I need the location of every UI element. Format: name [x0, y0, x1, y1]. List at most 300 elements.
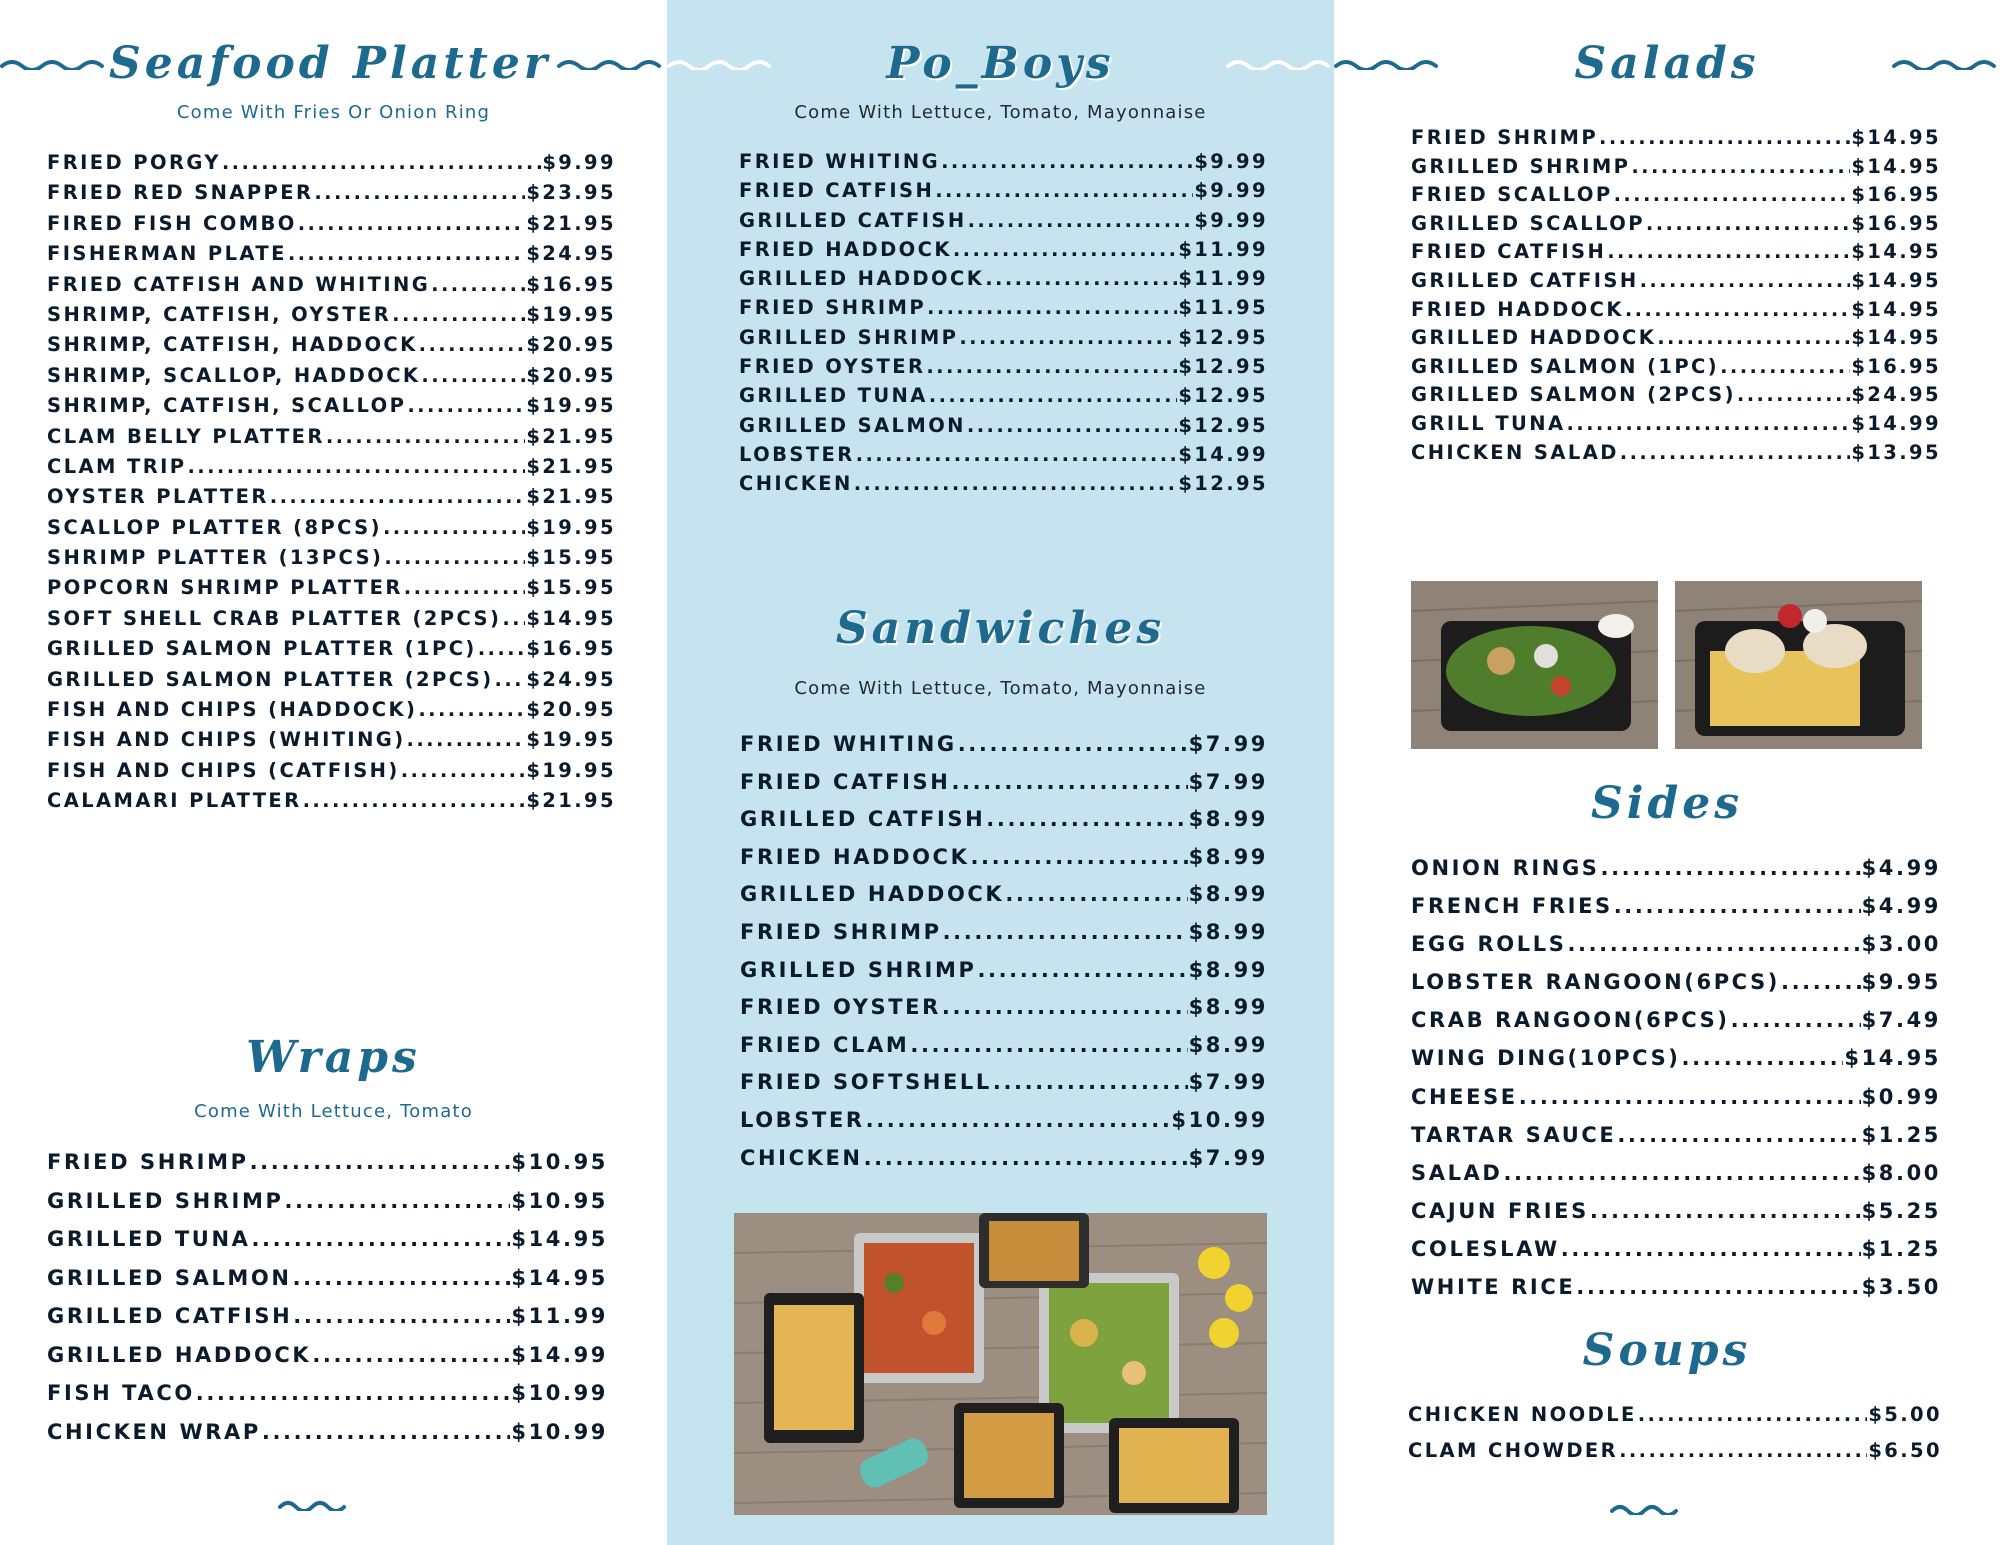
menu-item-name: CHICKEN — [740, 1145, 863, 1170]
wraps-photo — [1675, 581, 1922, 749]
menu-item-price: $12.95 — [1178, 384, 1268, 408]
wraps-list — [47, 1150, 608, 1458]
menu-item-name: SHRIMP PLATTER (13PCS) — [47, 546, 384, 570]
menu-item-price: $12.95 — [1178, 413, 1268, 437]
dot-leader — [1737, 383, 1850, 406]
menu-item-name: GRILL TUNA — [1411, 411, 1566, 435]
menu-item-price: $10.99 — [511, 1381, 608, 1405]
dot-leader — [1590, 1199, 1861, 1223]
menu-item-name: TARTAR SAUCE — [1411, 1122, 1617, 1147]
menu-item — [1411, 355, 1941, 384]
soups-title: Soups — [1582, 1325, 1752, 1376]
menu-item-price: $14.95 — [526, 606, 616, 630]
menu-item-name: CLAM CHOWDER — [1408, 1439, 1619, 1462]
menu-item — [47, 789, 616, 819]
dot-leader — [1005, 882, 1187, 906]
dot-leader — [407, 728, 526, 751]
dot-leader — [1567, 932, 1860, 956]
menu-item-price: $13.95 — [1851, 440, 1941, 464]
dot-leader — [986, 807, 1187, 831]
menu-item — [47, 1381, 608, 1420]
menu-item — [1411, 1199, 1941, 1237]
menu-item-price: $14.95 — [1851, 126, 1941, 149]
menu-item — [1411, 383, 1941, 412]
dot-leader — [1503, 1161, 1860, 1185]
dot-leader — [1720, 355, 1850, 378]
menu-item-price: $15.95 — [526, 576, 616, 600]
dot-leader — [854, 472, 1178, 495]
menu-item-name: FRIED SCALLOP — [1411, 183, 1613, 207]
menu-item — [1411, 1123, 1941, 1161]
menu-item-price: $4.99 — [1861, 856, 1941, 880]
menu-item — [47, 333, 616, 363]
menu-item-price: $9.99 — [542, 151, 616, 174]
menu-item — [739, 150, 1268, 179]
menu-item-price: $21.95 — [526, 789, 616, 813]
sandwiches-title: Sandwiches — [835, 603, 1166, 654]
menu-item-price: $7.99 — [1188, 1070, 1268, 1095]
menu-item — [1411, 212, 1941, 241]
po-boys-subtitle: Come With Lettuce, Tomato, Mayonnaise — [794, 102, 1207, 123]
menu-item — [739, 238, 1268, 267]
po-boys-title: Po_Boys — [886, 38, 1115, 89]
menu-item — [47, 576, 616, 606]
menu-item-name: GRILLED HADDOCK — [1411, 326, 1657, 350]
dot-leader — [993, 1070, 1188, 1094]
menu-item — [1411, 155, 1941, 184]
menu-item-name: FRIED OYSTER — [740, 995, 941, 1020]
dot-leader — [326, 425, 526, 448]
menu-item-price: $20.95 — [526, 698, 616, 722]
menu-item-name: SHRIMP, CATFISH, SCALLOP — [47, 394, 407, 418]
menu-item-price: $5.25 — [1861, 1198, 1941, 1223]
menu-item-price: $6.50 — [1868, 1439, 1942, 1462]
menu-item — [1411, 856, 1941, 894]
dot-leader — [495, 668, 526, 691]
menu-item-price: $14.99 — [1178, 442, 1268, 466]
left-panel — [0, 0, 667, 1545]
menu-item-price: $16.95 — [1851, 183, 1941, 207]
menu-item-price: $8.99 — [1188, 957, 1268, 982]
menu-item-price: $23.95 — [526, 181, 616, 205]
po-boys-list — [739, 150, 1268, 502]
menu-item-price: $8.99 — [1188, 995, 1268, 1020]
dot-leader — [314, 181, 525, 204]
dot-leader — [1576, 1275, 1860, 1299]
menu-item-name: GRILLED CATFISH — [1411, 268, 1639, 292]
menu-item-price: $10.99 — [1171, 1107, 1268, 1132]
sides-list — [1411, 856, 1941, 1313]
menu-item-price: $10.95 — [511, 1188, 608, 1213]
dot-leader — [1657, 326, 1850, 349]
dot-leader — [418, 698, 525, 721]
menu-item — [47, 1227, 608, 1266]
menu-item-name: FRIED SHRIMP — [47, 1150, 249, 1174]
dot-leader — [970, 845, 1187, 869]
menu-item — [47, 212, 616, 242]
menu-item-name: LOBSTER — [739, 442, 855, 466]
wraps-title: Wraps — [246, 1032, 421, 1083]
menu-item-price: $9.99 — [1194, 150, 1268, 173]
dot-leader — [431, 273, 525, 296]
menu-item — [47, 637, 616, 667]
menu-item-name: FISHERMAN PLATE — [47, 242, 287, 266]
menu-item-name: CHICKEN NOODLE — [1408, 1403, 1637, 1426]
soups-list — [1408, 1403, 1942, 1475]
menu-item-price: $8.00 — [1861, 1160, 1941, 1185]
menu-item — [1411, 1046, 1941, 1084]
dot-leader — [407, 394, 525, 417]
menu-item-name: SHRIMP, CATFISH, HADDOCK — [47, 333, 418, 357]
dot-leader — [196, 1381, 511, 1405]
dot-leader — [404, 576, 526, 599]
dot-leader — [270, 485, 526, 508]
menu-item — [47, 759, 616, 789]
menu-item-price: $14.95 — [511, 1227, 608, 1251]
menu-item-price: $12.95 — [1178, 472, 1268, 496]
menu-item — [47, 516, 616, 546]
menu-item-name: GRILLED SALMON PLATTER (1PC) — [47, 637, 477, 661]
menu-item-name: EGG ROLLS — [1411, 932, 1567, 957]
menu-item — [47, 181, 616, 211]
menu-item-price: $24.95 — [526, 667, 616, 691]
dot-leader — [943, 920, 1188, 944]
salads-title: Salads — [1574, 38, 1760, 89]
menu-item — [740, 1108, 1268, 1146]
dot-leader — [968, 209, 1194, 232]
dot-leader — [977, 958, 1187, 982]
wave-divider-icon — [1226, 56, 1334, 70]
menu-item-name: WING DING(10PCS) — [1411, 1046, 1681, 1071]
menu-item — [1411, 183, 1941, 212]
dot-leader — [250, 1150, 511, 1174]
menu-item — [1411, 932, 1941, 970]
menu-item-name: GRILLED TUNA — [47, 1227, 251, 1251]
salads-list — [1411, 126, 1941, 469]
menu-item — [740, 1033, 1268, 1071]
menu-item-price: $19.95 — [526, 728, 616, 752]
wave-divider-icon — [667, 56, 775, 70]
dot-leader — [384, 546, 525, 569]
sandwiches-subtitle: Come With Lettuce, Tomato, Mayonnaise — [794, 678, 1207, 699]
menu-item-name: SHRIMP, CATFISH, OYSTER — [47, 302, 392, 326]
menu-item — [740, 807, 1268, 845]
dot-leader — [941, 150, 1193, 173]
menu-item-name: CLAM TRIP — [47, 454, 187, 478]
menu-item — [740, 845, 1268, 883]
dot-leader — [1620, 441, 1851, 464]
menu-item-price: $5.00 — [1868, 1403, 1942, 1426]
menu-item-name: OYSTER PLATTER — [47, 485, 269, 509]
menu-item — [740, 995, 1268, 1033]
dot-leader — [312, 1343, 510, 1367]
menu-item-name: FRIED SHRIMP — [739, 296, 927, 320]
menu-item — [47, 242, 616, 272]
dot-leader — [293, 1304, 510, 1328]
menu-item-price: $19.95 — [526, 394, 616, 418]
menu-item — [739, 472, 1268, 501]
menu-item — [1408, 1439, 1942, 1475]
menu-item-price: $14.95 — [1851, 240, 1941, 264]
dot-leader — [1638, 1403, 1868, 1426]
menu-item-name: GRILLED HADDOCK — [47, 1342, 312, 1367]
menu-item-name: SOFT SHELL CRAB PLATTER (2PCS) — [47, 606, 502, 630]
menu-item-name: FRIED CATFISH — [1411, 240, 1607, 264]
menu-item — [47, 1304, 608, 1343]
menu-item — [1411, 1161, 1941, 1199]
menu-item-name: CHICKEN WRAP — [47, 1419, 261, 1444]
menu-item-price: $14.95 — [1851, 268, 1941, 292]
menu-item-price: $19.95 — [526, 302, 616, 326]
sandwiches-list — [740, 732, 1268, 1183]
dot-leader — [1617, 1123, 1860, 1147]
menu-item — [47, 728, 616, 758]
wraps-subtitle: Come With Lettuce, Tomato — [194, 1101, 473, 1122]
menu-item — [1411, 1275, 1941, 1313]
menu-item — [1411, 298, 1941, 327]
menu-item — [1411, 441, 1941, 470]
menu-item-price: $8.99 — [1188, 807, 1268, 832]
menu-item-price: $16.95 — [1851, 211, 1941, 235]
menu-item-name: LOBSTER RANGOON(6PCS) — [1411, 970, 1781, 995]
dot-leader — [864, 1146, 1188, 1170]
menu-item — [47, 1420, 608, 1459]
menu-item-price: $11.99 — [1178, 237, 1268, 261]
dot-leader — [502, 607, 525, 630]
menu-item — [47, 425, 616, 455]
menu-item — [47, 1150, 608, 1189]
menu-item — [47, 698, 616, 728]
menu-item-price: $3.50 — [1861, 1275, 1941, 1300]
menu-item-name: FRENCH FRIES — [1411, 894, 1613, 919]
menu-item-name: GRILLED SALMON — [739, 413, 966, 437]
dot-leader — [967, 414, 1177, 437]
menu-item-price: $14.95 — [1851, 326, 1941, 350]
dot-leader — [1646, 212, 1850, 235]
menu-item-name: FRIED WHITING — [739, 150, 941, 173]
menu-item — [739, 326, 1268, 355]
menu-item-name: FISH AND CHIPS (WHITING) — [47, 728, 406, 752]
menu-item-name: FRIED CATFISH — [739, 179, 935, 203]
menu-item — [47, 151, 616, 181]
menu-item-name: FIRED FISH COMBO — [47, 211, 297, 235]
dot-leader — [188, 455, 526, 478]
menu-item-price: $7.49 — [1861, 1008, 1941, 1033]
dot-leader — [1731, 1008, 1861, 1032]
dot-leader — [478, 637, 526, 660]
menu-item-price: $10.99 — [511, 1419, 608, 1444]
menu-item — [740, 770, 1268, 808]
menu-item — [740, 958, 1268, 996]
menu-item-price: $19.95 — [526, 758, 616, 782]
menu-item-price: $3.00 — [1861, 932, 1941, 957]
menu-item — [47, 607, 616, 637]
menu-item-name: FRIED HADDOCK — [1411, 297, 1624, 321]
menu-item-name: FRIED OYSTER — [739, 355, 926, 379]
sides-title: Sides — [1590, 778, 1744, 829]
menu-item-price: $8.99 — [1188, 919, 1268, 944]
seafood-platter-list — [47, 151, 616, 820]
dot-leader — [251, 1227, 510, 1251]
wave-divider-icon — [278, 1497, 352, 1511]
menu-item — [1411, 326, 1941, 355]
dot-leader — [1561, 1237, 1861, 1261]
menu-item-price: $12.95 — [1178, 355, 1268, 379]
dot-leader — [958, 732, 1188, 756]
menu-item — [47, 455, 616, 485]
menu-item-price: $21.95 — [526, 211, 616, 235]
menu-item — [47, 485, 616, 515]
dot-leader — [959, 326, 1177, 349]
dot-leader — [866, 1108, 1171, 1132]
menu-item — [740, 732, 1268, 770]
menu-item-price: $7.99 — [1188, 769, 1268, 794]
menu-item-name: FRIED HADDOCK — [740, 844, 970, 869]
menu-item-name: CHICKEN — [739, 472, 853, 496]
middle-panel — [667, 0, 1334, 1545]
menu-item — [1411, 1237, 1941, 1275]
menu-item-name: FISH TACO — [47, 1381, 195, 1405]
dot-leader — [1519, 1085, 1861, 1109]
dot-leader — [926, 355, 1177, 378]
menu-item-name: CHEESE — [1411, 1084, 1518, 1109]
menu-item-name: LOBSTER — [740, 1107, 865, 1132]
dot-leader — [910, 1033, 1187, 1057]
menu-item-price: $11.95 — [1178, 296, 1268, 320]
menu-item — [739, 355, 1268, 384]
menu-item-price: $19.95 — [526, 515, 616, 539]
menu-item — [1411, 269, 1941, 298]
menu-item — [740, 1070, 1268, 1108]
menu-item-price: $14.99 — [511, 1342, 608, 1367]
dot-leader — [985, 267, 1177, 290]
menu-item-price: $10.95 — [511, 1150, 608, 1174]
menu-item-price: $14.95 — [1851, 154, 1941, 178]
menu-item-price: $9.95 — [1861, 970, 1941, 995]
seafood-spread-photo — [734, 1213, 1267, 1515]
menu-item-price: $20.95 — [526, 363, 616, 387]
menu-item-name: FRIED SHRIMP — [740, 919, 942, 944]
menu-item-price: $14.95 — [1844, 1046, 1941, 1071]
menu-item-name: CAJUN FRIES — [1411, 1198, 1589, 1223]
menu-item-name: POPCORN SHRIMP PLATTER — [47, 576, 403, 600]
menu-item-name: GRILLED SHRIMP — [1411, 154, 1631, 178]
menu-item-price: $24.95 — [1851, 383, 1941, 407]
menu-item-name: GRILLED SALMON (1PC) — [1411, 354, 1720, 378]
wave-divider-icon — [557, 56, 667, 70]
menu-item-price: $20.95 — [526, 333, 616, 357]
menu-item-price: $14.95 — [511, 1265, 608, 1290]
menu-item-name: CHICKEN SALAD — [1411, 440, 1619, 464]
wave-divider-icon — [1610, 1501, 1684, 1515]
menu-item — [1411, 970, 1941, 1008]
menu-item-price: $1.25 — [1861, 1122, 1941, 1147]
menu-item — [1411, 894, 1941, 932]
dot-leader — [222, 151, 541, 174]
menu-item — [739, 384, 1268, 413]
menu-item-name: CRAB RANGOON(6PCS) — [1411, 1008, 1730, 1033]
menu-item-name: GRILLED SALMON — [47, 1265, 292, 1290]
menu-item — [1411, 1008, 1941, 1046]
menu-item-price: $16.95 — [526, 272, 616, 296]
menu-item-name: ONION RINGS — [1411, 856, 1600, 880]
dot-leader — [1566, 412, 1850, 435]
menu-item — [739, 296, 1268, 325]
menu-item-price: $15.95 — [526, 546, 616, 570]
menu-item — [1411, 240, 1941, 269]
menu-item-name: CLAM BELLY PLATTER — [47, 424, 325, 448]
dot-leader — [401, 759, 526, 782]
menu-item-price: $1.25 — [1861, 1236, 1941, 1261]
menu-item-name: SHRIMP, SCALLOP, HADDOCK — [47, 363, 421, 387]
menu-item-price: $8.99 — [1188, 1032, 1268, 1057]
menu-item-name: FRIED CLAM — [740, 1032, 910, 1057]
menu-item — [1411, 1085, 1941, 1123]
dot-leader — [927, 296, 1177, 319]
menu-item-name: GRILLED CATFISH — [739, 208, 967, 232]
menu-item-price: $11.99 — [1178, 267, 1268, 291]
dot-leader — [1599, 126, 1850, 149]
menu-item — [47, 394, 616, 424]
menu-item-name: FRIED WHITING — [740, 732, 957, 756]
menu-item — [740, 1146, 1268, 1184]
menu-item — [47, 1266, 608, 1305]
dot-leader — [1614, 894, 1861, 918]
dot-leader — [303, 789, 526, 812]
menu-item — [1411, 412, 1941, 441]
menu-item — [739, 209, 1268, 238]
menu-item-price: $7.99 — [1188, 732, 1268, 756]
menu-item — [47, 1343, 608, 1382]
wave-divider-icon — [1892, 56, 2000, 70]
dot-leader — [392, 303, 525, 326]
menu-item-price: $8.99 — [1188, 844, 1268, 869]
menu-item-name: FRIED SHRIMP — [1411, 126, 1599, 149]
dot-leader — [293, 1266, 511, 1290]
menu-item — [47, 273, 616, 303]
seafood-platter-title: Seafood Platter — [108, 38, 552, 89]
menu-item-name: GRILLED SHRIMP — [47, 1188, 284, 1213]
menu-item-name: GRILLED CATFISH — [47, 1304, 293, 1328]
dot-leader — [298, 212, 526, 235]
dot-leader — [935, 179, 1193, 202]
salad-photo — [1411, 581, 1658, 749]
menu-item-name: GRILLED SALMON (2PCS) — [1411, 383, 1736, 407]
dot-leader — [288, 242, 526, 265]
menu-item-name: FRIED PORGY — [47, 151, 221, 174]
menu-item — [739, 179, 1268, 208]
menu-item — [47, 546, 616, 576]
menu-item — [739, 267, 1268, 296]
menu-item-name: GRILLED TUNA — [739, 384, 928, 408]
menu-item-price: $21.95 — [526, 424, 616, 448]
dot-leader — [262, 1420, 510, 1444]
menu-item-price: $21.95 — [526, 485, 616, 509]
menu-item — [47, 303, 616, 333]
menu-item-name: FRIED CATFISH — [740, 769, 951, 794]
dot-leader — [284, 1189, 510, 1213]
menu-item-price: $12.95 — [1178, 325, 1268, 349]
wave-divider-icon — [1334, 56, 1442, 70]
menu-item-name: GRILLED CATFISH — [740, 807, 986, 832]
dot-leader — [419, 333, 526, 356]
menu-item-name: SCALLOP PLATTER (8PCS) — [47, 515, 382, 539]
dot-leader — [421, 364, 525, 387]
menu-item-name: GRILLED HADDOCK — [739, 267, 985, 291]
menu-item-price: $24.95 — [526, 242, 616, 266]
menu-item — [739, 443, 1268, 472]
menu-item-price: $0.99 — [1861, 1084, 1941, 1109]
